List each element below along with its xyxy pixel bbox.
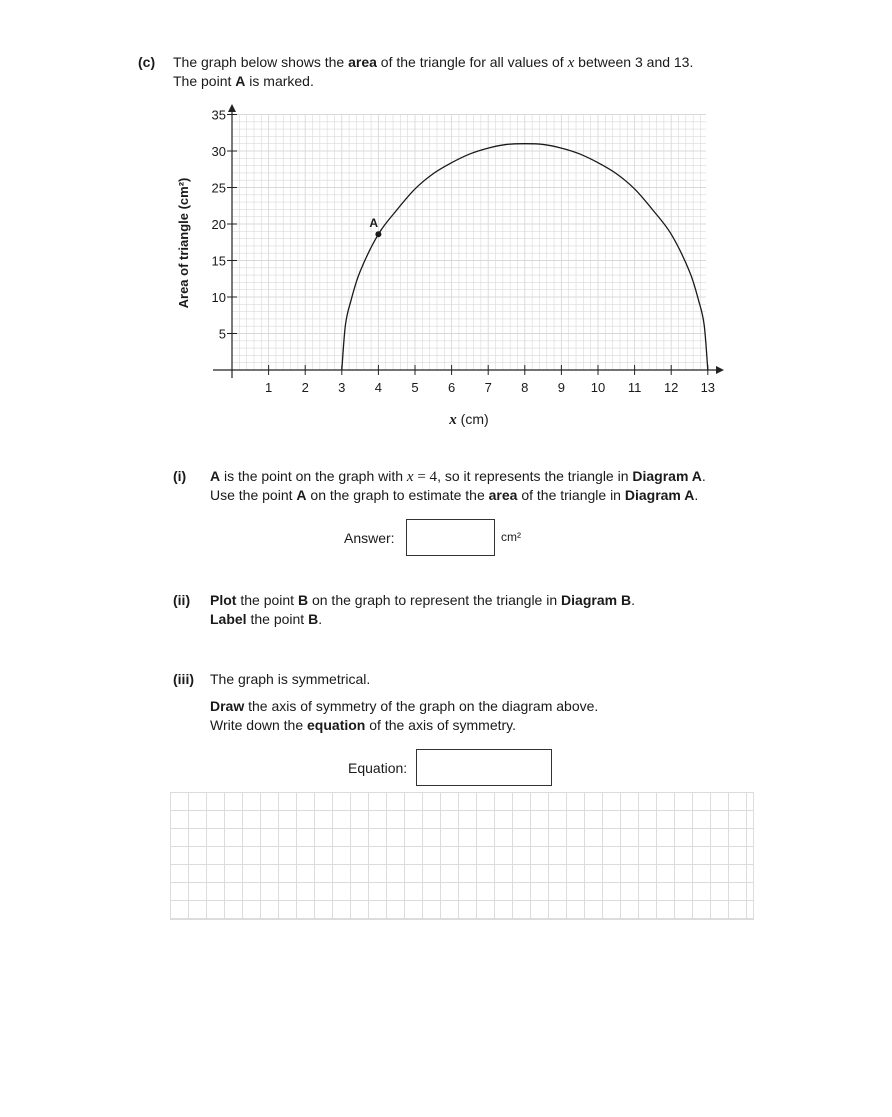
part-iii-label: (iii) <box>173 671 194 687</box>
x-tick-label: 4 <box>374 380 383 395</box>
y-tick-label: 25 <box>211 180 226 196</box>
answer-box[interactable] <box>406 519 495 556</box>
x-tick-label: 8 <box>521 380 529 395</box>
part-iii-text-line2: Draw the axis of symmetry of the graph on the diagram above. <box>210 698 599 714</box>
x-tick-label: 9 <box>557 380 566 395</box>
x-tick-label: 3 <box>338 380 346 395</box>
point-a-label: A <box>369 216 379 231</box>
part-iii-text-line1: The graph is symmetrical. <box>210 671 371 687</box>
x-tick-label: 7 <box>484 380 492 395</box>
part-i-text-line2: Use the point A on the graph to estimate the area of the triangle in Diagram A. <box>210 487 699 503</box>
part-iii-text-line3: Write down the equation of the axis of symmetry. <box>210 717 517 733</box>
y-tick-label: 15 <box>211 253 226 269</box>
x-tick-label: 13 <box>700 380 716 395</box>
x-tick-label: 12 <box>663 380 679 395</box>
x-tick-label: 5 <box>411 380 419 395</box>
x-tick-label: 2 <box>301 380 309 395</box>
part-c-label: (c) <box>138 54 156 70</box>
chart-grid <box>232 115 706 371</box>
y-tick-label: 30 <box>211 144 226 159</box>
y-axis-label: Area of triangle (cm²) <box>176 177 191 309</box>
point-a <box>375 231 381 237</box>
y-tick-label: 10 <box>211 290 226 305</box>
x-tick-label: 1 <box>264 380 273 395</box>
part-ii-text-line1: Plot the point B on the graph to represent the triangle in Diagram B. <box>210 592 635 608</box>
x-tick-label: 11 <box>627 380 642 395</box>
equation-box[interactable] <box>416 749 552 786</box>
equation-label: Equation: <box>348 760 408 776</box>
y-tick-label: 35 <box>211 107 226 123</box>
part-c-text-line1: The graph below shows the area of the triangle for all values of x between 3 and 13. <box>173 54 694 71</box>
x-tick-label: 10 <box>590 380 606 395</box>
y-axis-arrow <box>228 104 236 112</box>
part-ii-label: (ii) <box>173 592 191 608</box>
part-i-label: (i) <box>173 468 187 484</box>
answer-unit: cm² <box>501 530 521 544</box>
area-chart[interactable] <box>0 0 892 440</box>
answer-label: Answer: <box>344 530 395 546</box>
y-tick-label: 5 <box>218 326 226 342</box>
part-ii-text-line2: Label the point B. <box>210 611 323 627</box>
chart-axes <box>213 104 724 378</box>
x-axis-label: x (cm) <box>449 411 489 428</box>
x-axis-arrow <box>716 366 724 374</box>
x-tick-label: 6 <box>447 380 456 395</box>
y-tick-label: 20 <box>211 217 226 232</box>
part-c-text-line2: The point A is marked. <box>173 73 314 89</box>
part-i-text-line1: A is the point on the graph with x = 4, so it represents the triangle in Diagram A. <box>210 468 706 485</box>
working-grid[interactable] <box>170 792 754 920</box>
